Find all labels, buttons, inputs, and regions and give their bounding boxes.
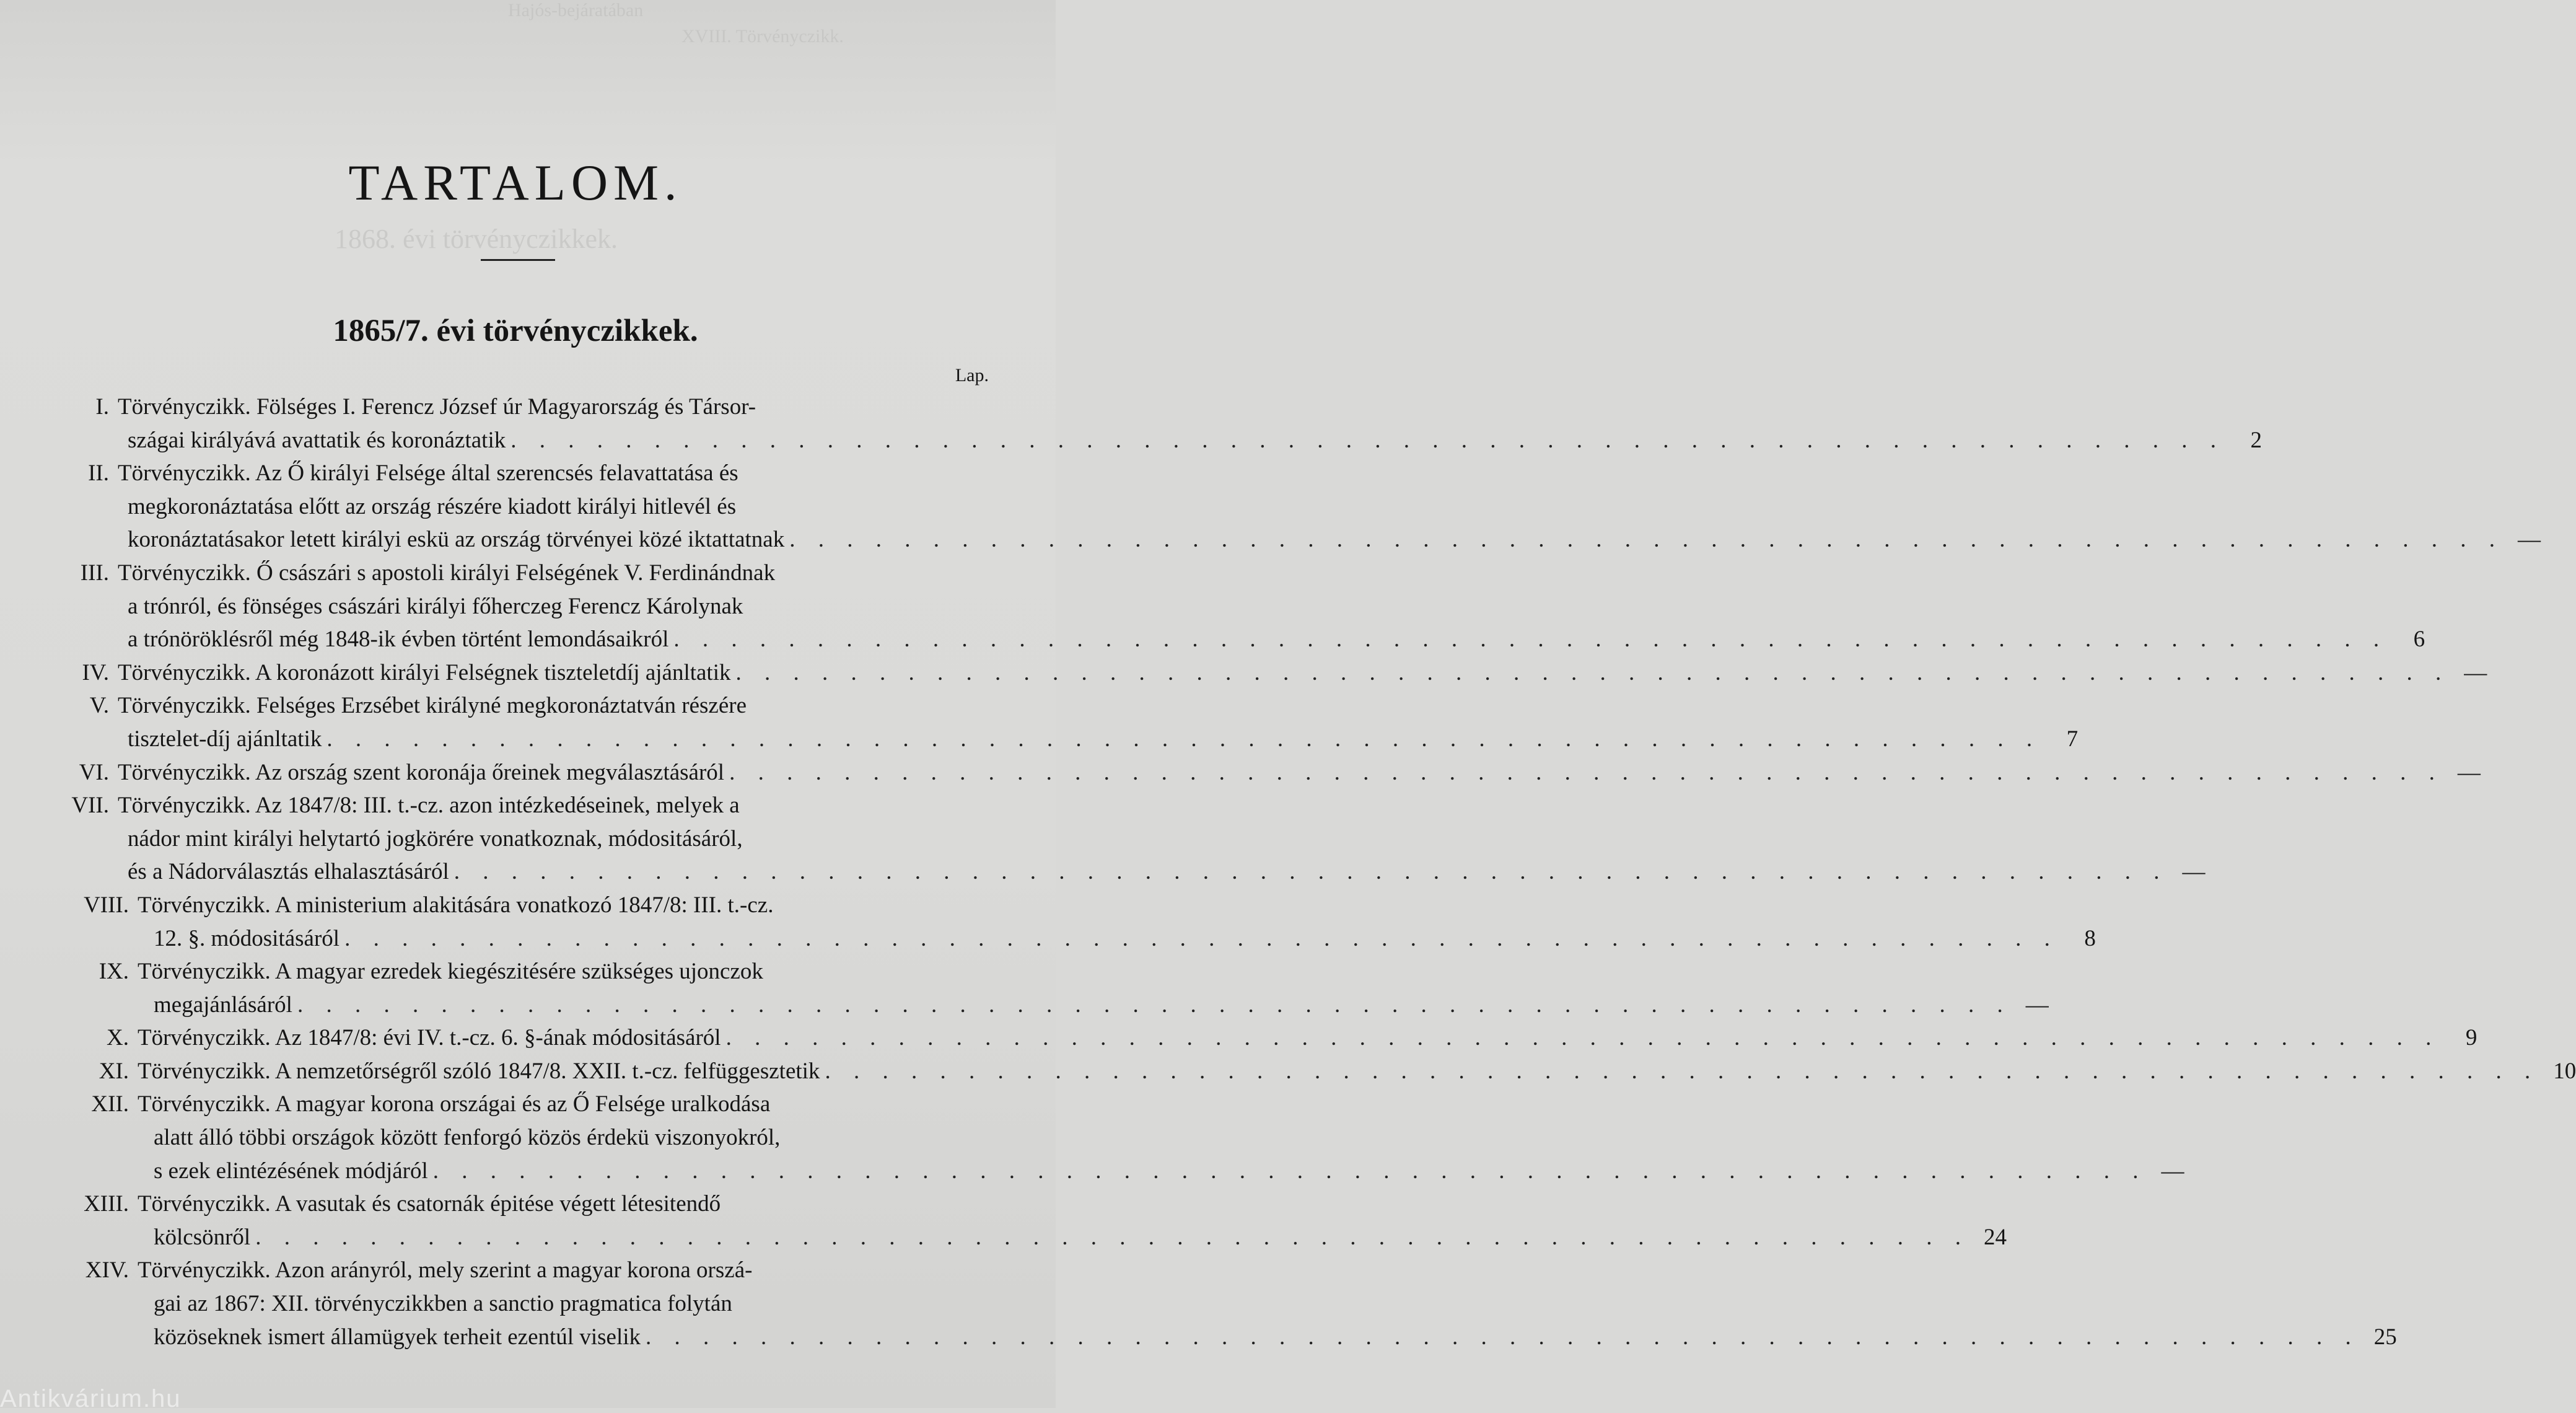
- toc-entry-text: Törvényczikk. Az 1847/8: évi IV. t.-cz. 6. §-ának módositásáról: [138, 1025, 721, 1051]
- dot-leader: . . . . . . . . . . . . . . . . . . . . . . . . . . . . . . . . . . . . . . . . . . . . . . . . . . . . . . . . . . . .: [510, 427, 2225, 453]
- toc-entry: [56, 457, 2541, 557]
- dot-leader: . . . . . . . . . . . . . . . . . . . . . . . . . . . . . . . . . . . . . . . . . . . . . . . . . . . . . . . . . . . .: [453, 859, 2168, 885]
- toc-entry-text: Törvényczikk. A koronázott királyi Felségnek tiszteletdíj ajánltatik: [118, 659, 731, 685]
- toc-entry-page: —: [2182, 859, 2206, 885]
- dot-leader: . . . . . . . . . . . . . . . . . . . . . . . . . . . . . . . . . . . . . . . . . . . . . . . . . . . . . . . . . . . .: [344, 925, 2059, 951]
- toc-entry: [56, 656, 2487, 690]
- toc-entry-page: —: [2517, 527, 2541, 553]
- page-title: TARTALOM.: [348, 154, 683, 211]
- dot-leader: . . . . . . . . . . . . . . . . . . . . . . . . . . . . . . . . . . . . . . . . . . . . . . . . . . . . . . . . . . . .: [646, 1324, 2360, 1350]
- toc-entry: [56, 1254, 2397, 1354]
- dot-leader: . . . . . . . . . . . . . . . . . . . . . . . . . . . . . . . . . . . . . . . . . . . . . . . . . . . . . . . . . . . .: [725, 1025, 2440, 1051]
- toc-entry: [56, 1021, 2477, 1055]
- toc-entry-number: V.: [89, 693, 109, 719]
- toc-entry-text: Törvényczikk. A magyar korona országai és az Ő Felsége uralkodása: [138, 1091, 771, 1117]
- toc-entry: [56, 1187, 2007, 1254]
- dot-leader: . . . . . . . . . . . . . . . . . . . . . . . . . . . . . . . . . . . . . . . . . . . . . . . . . . . . . . . . . . . .: [735, 659, 2450, 685]
- toc-entry-text: Törvényczikk. Az ország szent koronája őreinek megválasztásáról: [118, 759, 725, 785]
- toc-entry-text: Törvényczikk. Fölséges I. Ferencz József úr Magyarország és Társor-: [118, 394, 756, 420]
- toc-entry-number: III.: [80, 560, 109, 586]
- toc-entry-text: szágai királyává avattatik és koronáztatik: [128, 427, 506, 453]
- watermark: Antikvárium.hu: [0, 1385, 182, 1412]
- toc-entry-text: Törvényczikk. Ő császári s apostoli királyi Felségének V. Ferdinándnak: [118, 560, 776, 586]
- dot-leader: . . . . . . . . . . . . . . . . . . . . . . . . . . . . . . . . . . . . . . . . . . . . . . . . . . . . . . . . . . . .: [673, 627, 2388, 653]
- toc-entry-text: Törvényczikk. A magyar ezredek kiegészitésére szükséges ujonczok: [138, 959, 763, 985]
- toc-entry-page: 25: [2373, 1324, 2397, 1350]
- toc-entry-text: s ezek elintézésének módjáról: [154, 1158, 428, 1184]
- toc-entry-text: megajánlásáról: [154, 992, 292, 1018]
- table-of-contents: [56, 390, 2576, 1354]
- bleed-through-text: XVIII. Törvényczikk.: [681, 26, 844, 46]
- toc-entry: [56, 1088, 2184, 1187]
- page-column-header: Lap.: [955, 365, 989, 385]
- toc-entry-text: és a Nádorválasztás elhalasztásáról: [128, 859, 449, 885]
- toc-entry-number: XIV.: [85, 1257, 129, 1283]
- toc-entry-number: XII.: [91, 1091, 129, 1117]
- dot-leader: . . . . . . . . . . . . . . . . . . . . . . . . . . . . . . . . . . . . . . . . . . . . . . . . . . . . . . . . . . . .: [825, 1058, 2539, 1084]
- toc-entry-text: Törvényczikk. A nemzetőrségről szóló 1847/8. XXII. t.-cz. felfüggesztetik: [138, 1058, 820, 1084]
- dot-leader: . . . . . . . . . . . . . . . . . . . . . . . . . . . . . . . . . . . . . . . . . . . . . . . . . . . . . . . . . . . .: [729, 759, 2443, 785]
- toc-entry-text: a trónöröklésről még 1848-ik évben történt lemondásaikról: [128, 627, 669, 653]
- toc-entry-page: 10: [2553, 1058, 2576, 1084]
- toc-entry-number: I.: [95, 394, 109, 420]
- toc-entry-page: 8: [2084, 925, 2096, 951]
- toc-entry-number: VI.: [79, 759, 109, 785]
- toc-entry-number: XI.: [99, 1058, 129, 1084]
- toc-entry-text: Törvényczikk. A vasutak és csatornák épitése végett létesitendő: [138, 1191, 721, 1217]
- toc-entry-number: II.: [88, 460, 109, 486]
- section-title: 1865/7. évi törvényczikkek.: [333, 314, 698, 348]
- toc-entry-page: 2: [2250, 427, 2262, 453]
- toc-entry-page: —: [2025, 992, 2049, 1018]
- toc-entry-text: 12. §. módositásáról: [154, 925, 340, 951]
- dot-leader: . . . . . . . . . . . . . . . . . . . . . . . . . . . . . . . . . . . . . . . . . . . . . . . . . . . . . . . . . . . .: [326, 726, 2041, 752]
- title-divider: [481, 259, 555, 261]
- toc-entry: [56, 557, 2425, 656]
- toc-entry: [56, 390, 2262, 457]
- toc-entry-number: VIII.: [84, 892, 129, 918]
- dot-leader: . . . . . . . . . . . . . . . . . . . . . . . . . . . . . . . . . . . . . . . . . . . . . . . . . . . . . . . . . . . .: [789, 527, 2504, 553]
- toc-entry-text: Törvényczikk. Felséges Erzsébet királyné megkoronáztatván részére: [118, 693, 747, 719]
- toc-entry-page: —: [2464, 659, 2487, 685]
- toc-entry-number: XIII.: [84, 1191, 129, 1217]
- dot-leader: . . . . . . . . . . . . . . . . . . . . . . . . . . . . . . . . . . . . . . . . . . . . . . . . . . . . . . . . . . . .: [297, 992, 2012, 1018]
- toc-entry-page: 24: [1983, 1224, 2007, 1250]
- toc-entry-text: a trónról, és fönséges császári királyi főherczeg Ferencz Károlynak: [128, 593, 743, 619]
- toc-entry: [56, 889, 2096, 955]
- toc-entry-text: közöseknek ismert államügyek terheit ezentúl viselik: [154, 1324, 641, 1350]
- toc-entry-number: X.: [107, 1025, 129, 1051]
- toc-entry-page: —: [2457, 759, 2481, 785]
- toc-entry-text: Törvényczikk. Azon arányról, mely szerint a magyar korona orszá-: [138, 1257, 753, 1283]
- toc-entry-page: —: [2161, 1158, 2184, 1184]
- toc-entry-number: VII.: [71, 793, 109, 819]
- toc-entry-page: 7: [2066, 726, 2079, 752]
- toc-entry-number: IV.: [82, 659, 109, 685]
- toc-entry-text: Törvényczikk. A ministerium alakitására vonatkozó 1847/8: III. t.-cz.: [138, 892, 774, 918]
- toc-entry: [56, 689, 2079, 755]
- toc-entry: [56, 789, 2206, 889]
- toc-entry: [56, 756, 2481, 790]
- toc-entry-text: kölcsönről: [154, 1224, 251, 1250]
- dot-leader: . . . . . . . . . . . . . . . . . . . . . . . . . . . . . . . . . . . . . . . . . . . . . . . . . . . . . . . . . . . .: [432, 1158, 2147, 1184]
- toc-entry-page: 9: [2465, 1025, 2477, 1051]
- toc-entry: [56, 955, 2049, 1021]
- bleed-through-text: 1868. évi törvényczikkek.: [335, 224, 618, 254]
- toc-entry-number: IX.: [99, 959, 129, 985]
- toc-entry-text: gai az 1867: XII. törvényczikkben a sanctio pragmatica folytán: [154, 1291, 732, 1317]
- toc-entry-text: Törvényczikk. Az 1847/8: III. t.-cz. azon intézkedéseinek, melyek a: [118, 793, 740, 819]
- toc-entry-text: koronáztatásakor letett királyi eskü az ország törvényei közé iktattatnak: [128, 527, 785, 553]
- toc-entry-text: alatt álló többi országok között fenforgó közös érdekü viszonyokról,: [154, 1125, 781, 1151]
- toc-entry-text: tisztelet-díj ajánltatik: [128, 726, 322, 752]
- dot-leader: . . . . . . . . . . . . . . . . . . . . . . . . . . . . . . . . . . . . . . . . . . . . . . . . . . . . . . . . . . . .: [255, 1224, 1969, 1250]
- toc-entry: [56, 1055, 2576, 1088]
- toc-entry-text: nádor mint királyi helytartó jogkörére vonatkoznak, módositásáról,: [128, 825, 743, 852]
- toc-entry-text: Törvényczikk. Az Ő királyi Felsége által szerencsés felavattatása és: [118, 460, 738, 486]
- bleed-through-text: Hajós-bejáratában: [508, 0, 644, 20]
- toc-entry-page: 6: [2413, 627, 2425, 653]
- toc-entry-text: megkoronáztatása előtt az ország részére kiadott királyi hitlevél és: [128, 493, 737, 519]
